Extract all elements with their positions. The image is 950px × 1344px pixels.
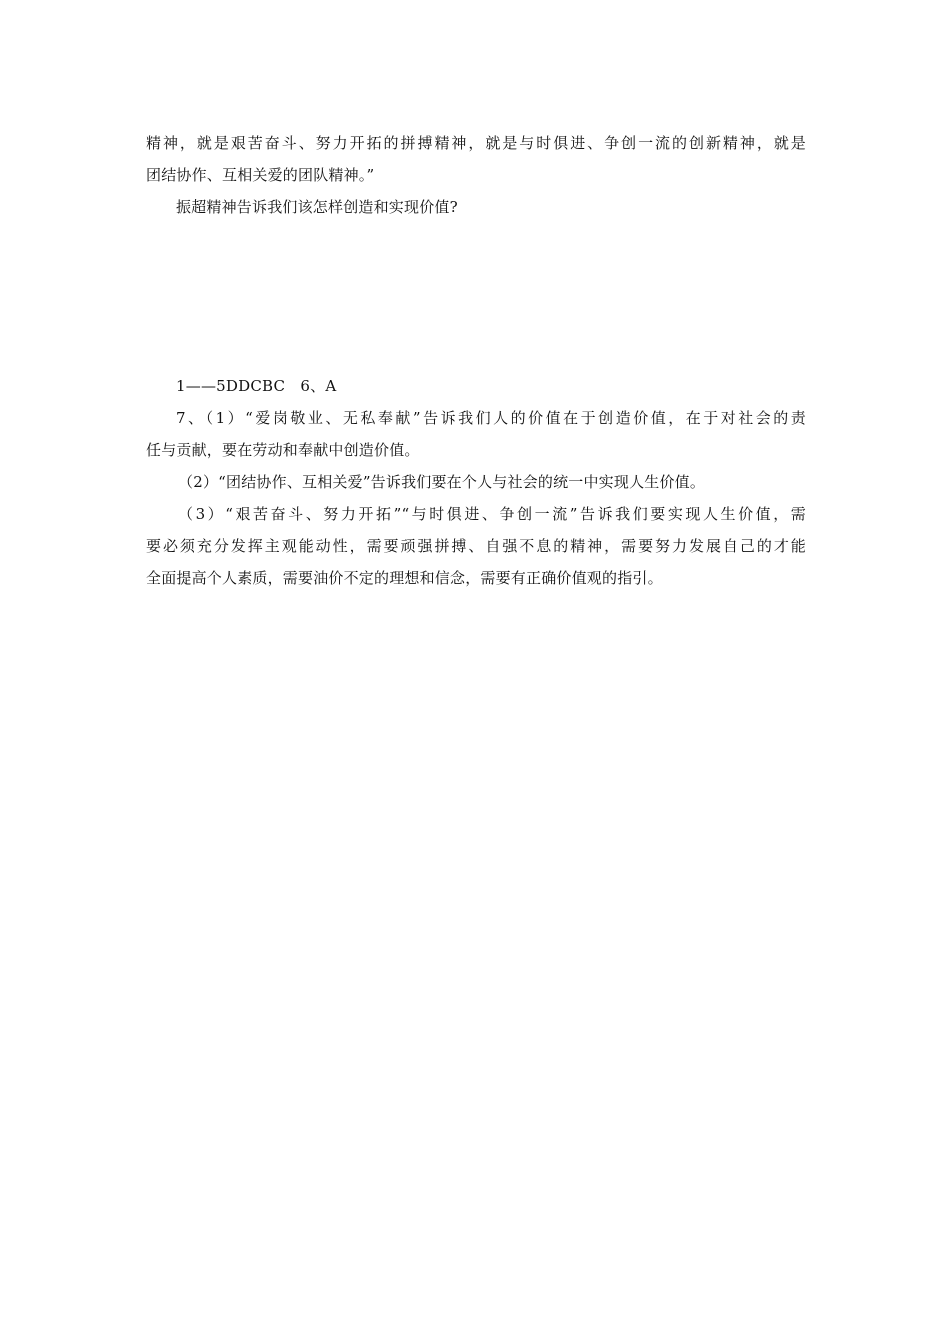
answer-7-3-line-3: 全面提高个人素质，需要油价不定的理想和信念，需要有正确价值观的指引。 xyxy=(146,569,663,587)
answer-7-3-line-1: （3）“艰苦奋斗、努力开拓”“与时俱进、争创一流”告诉我们要实现人生价值，需 xyxy=(178,505,806,523)
answer-7-1-line-1: 7、（1）“爱岗敬业、无私奉献”告诉我们人的价值在于创造价值，在于对社会的责 xyxy=(176,409,806,427)
answer-multiple-choice: 1——5DDCBC 6、A xyxy=(176,377,337,395)
answer-7-3-line-2: 要必须充分发挥主观能动性，需要顽强拼搏、自强不息的精神，需要努力发展自己的才能 xyxy=(146,537,806,555)
answer-7-1-line-2: 任与贡献，要在劳动和奉献中创造价值。 xyxy=(146,441,420,459)
answer-7-2: （2）“团结协作、互相关爱”告诉我们要在个人与社会的统一中实现人生价值。 xyxy=(178,473,706,491)
passage-line-1: 精神，就是艰苦奋斗、努力开拓的拼搏精神，就是与时俱进、争创一流的创新精神，就是 xyxy=(146,134,806,152)
passage-line-2: 团结协作、互相关爱的团队精神。” xyxy=(146,166,375,184)
question-text: 振超精神告诉我们该怎样创造和实现价值? xyxy=(176,198,458,216)
